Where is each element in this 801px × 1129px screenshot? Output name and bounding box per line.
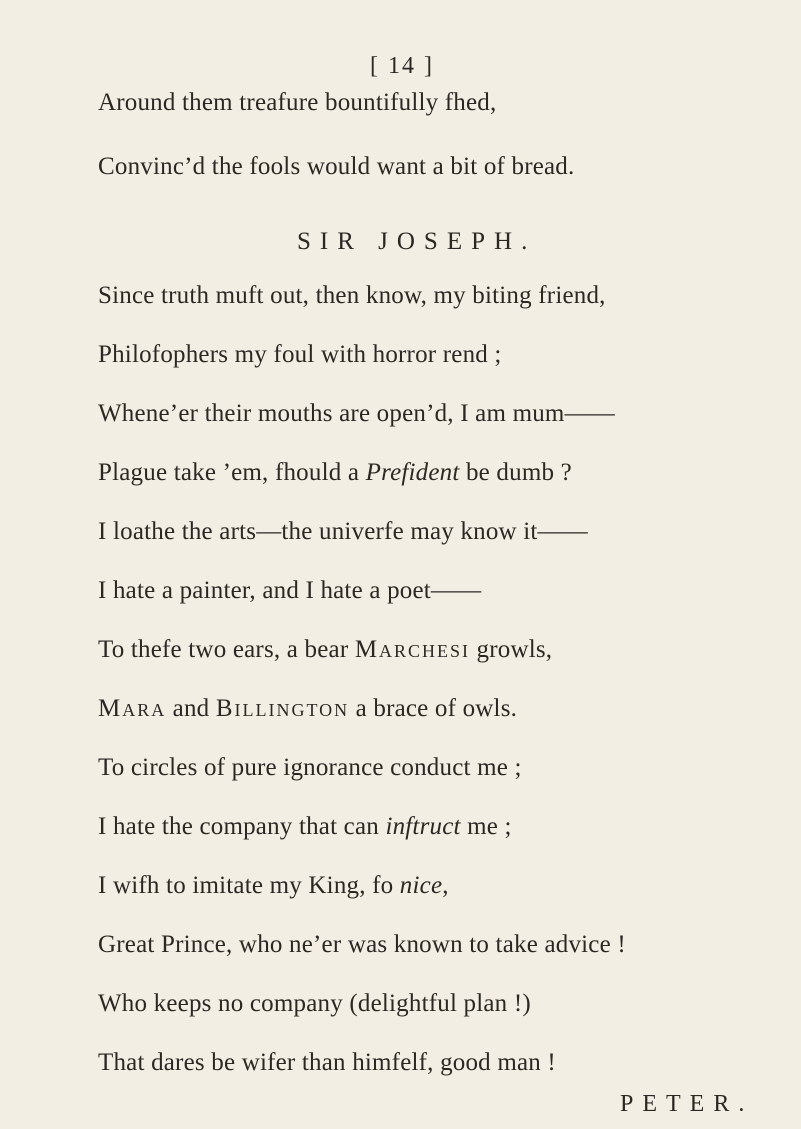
verse-line-11-text-a: I wifh to imitate my King, fo [98,872,400,899]
verse-line-11-italic: nice [399,872,443,899]
verse-line-12: Great Prince, who ne’er was known to take advice ! [98,931,626,958]
verse-line-6: I hate a painter, and I hate a poet—— [98,577,482,604]
verse-line-3: Whene’er their mouths are open’d, I am mum—— [98,400,615,427]
verse-line-10-italic: inftruct [385,813,461,840]
opening-line-1: Around them treafure bountifully fhed, [98,89,497,116]
verse-line-5: I loathe the arts—the univerfe may know it—— [98,518,588,545]
verse-line-1: Since truth muft out, then know, my biting friend, [98,282,606,309]
verse-line-7-name: Marchesi [354,636,471,663]
verse-line-13: Who keeps no company (delightful plan !) [98,990,531,1017]
verse-line-8-name-a: Mara [98,695,167,722]
verse-line-10 [98,812,512,842]
speaker-heading: SIR JOSEPH. [297,228,537,255]
verse-line-7 [98,635,552,665]
verse-line-2: Philofophers my foul with horror rend ; [98,341,502,368]
verse-line-14: That dares be wifer than himfelf, good man ! [98,1049,556,1076]
verse-line-8-name-c: Billington [215,695,350,722]
verse-line-8-text-d: a brace of owls. [349,695,518,722]
verse-line-4-text-a: Plague take ’em, fhould a [98,459,366,486]
verse-line-4-italic: Prefident [365,459,460,486]
verse-line-4-text-c: be dumb ? [459,459,572,486]
verse-line-11 [98,871,449,901]
opening-line-2: Convinc’d the fools would want a bit of bread. [98,153,575,180]
verse-line-8-text-b: and [166,695,216,722]
verse-line-7-text-a: To thefe two ears, a bear [98,636,355,663]
catchword: PETER. [620,1091,754,1117]
verse-line-10-text-c: me ; [460,813,512,840]
verse-line-10-text-a: I hate the company that can [98,813,386,840]
verse-line-11-text-c: , [442,872,449,899]
verse-line-9: To circles of pure ignorance conduct me ; [98,754,522,781]
verse-line-7-text-c: growls, [470,636,553,663]
verse-line-4 [98,458,572,488]
verse-line-8 [98,694,517,724]
page-number: [ 14 ] [370,53,434,79]
